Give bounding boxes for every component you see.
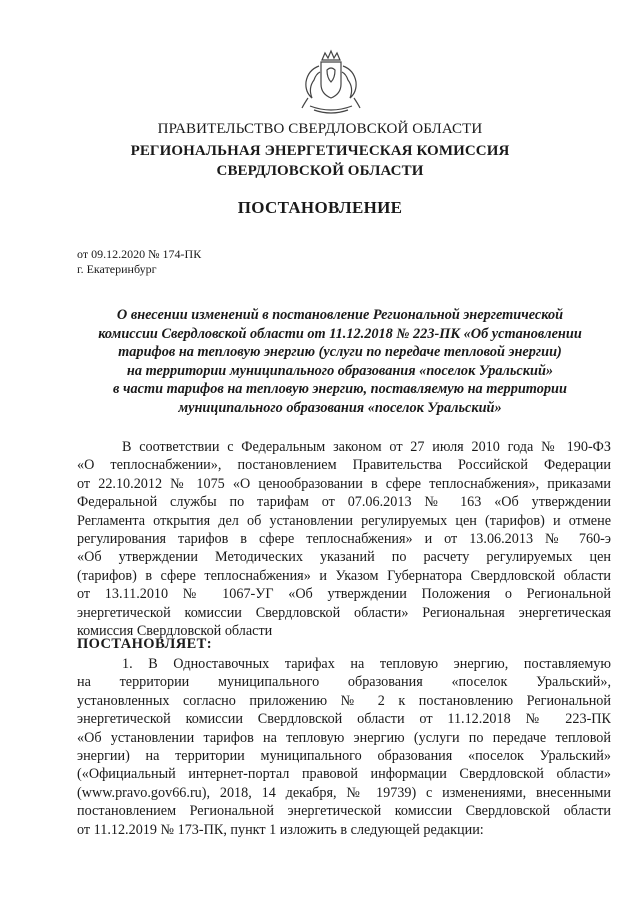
preamble-paragraph <box>77 438 611 640</box>
commission-name-line1: РЕГИОНАЛЬНАЯ ЭНЕРГЕТИЧЕСКАЯ КОМИССИЯ <box>130 143 510 159</box>
subject-line: комиссии Свердловской области от 11.12.2018 № 223-ПК «Об установлении <box>98 325 582 342</box>
subject-line: на территории муниципального образования «поселок Уральский» <box>126 362 554 379</box>
text-line: регулирования тарифов в сфере теплоснабжения» и от 13.06.2013 № 760-э <box>77 530 611 547</box>
text-line: («Официальный интернет-портал правовой информации Свердловской области» <box>77 766 611 783</box>
text-line: постановлением Региональной энергетической комиссии Свердловской области <box>77 803 611 820</box>
text-line: энергетической комиссии Свердловской области от 11.12.2018 № 223-ПК <box>77 711 611 728</box>
text-line: (тарифов) в сфере теплоснабжения» и Указом Губернатора Свердловской области <box>77 567 611 584</box>
document-date-number: от 09.12.2020 № 174-ПК <box>77 247 202 261</box>
document-city: г. Екатеринбург <box>77 262 157 276</box>
text-line: «О теплоснабжении», постановлением Правительства Российской Федерации <box>77 457 611 474</box>
text-line: (www.pravo.gov66.ru), 2018, 14 декабря, № 19739) с изменениями, внесенными <box>77 784 611 801</box>
text-line: «Об установлении тарифов на тепловую энергию (услуги по передаче тепловой <box>77 729 611 746</box>
subject-line: О внесении изменений в постановление Региональной энергетической <box>116 307 564 323</box>
text-line: комиссия Свердловской области <box>77 622 273 639</box>
government-name: ПРАВИТЕЛЬСТВО СВЕРДЛОВСКОЙ ОБЛАСТИ <box>157 121 483 137</box>
text-line: от 13.11.2010 № 1067-УГ «Об утверждении Положения о Региональной <box>77 586 611 603</box>
text-line: Федеральной службы по тарифам от 07.06.2013 № 163 «Об утверждении <box>77 494 611 511</box>
commission-name-line2: СВЕРДЛОВСКОЙ ОБЛАСТИ <box>216 163 424 179</box>
subject-line: в части тарифов на тепловую энергию, поставляемую на территории <box>113 381 567 398</box>
subject-line: тарифов на тепловую энергию (услуги по передаче тепловой энергии) <box>118 344 562 361</box>
text-line: от 11.12.2019 № 173-ПК, пункт 1 изложить в следующей редакции: <box>77 821 484 838</box>
document-subject <box>70 306 610 418</box>
text-line: Регламента открытия дел об установлении регулируемых цен (тарифов) и отмене <box>77 512 611 529</box>
subject-line: муниципального образования «поселок Уральский» <box>178 399 502 416</box>
text-line: на территории муниципального образования «поселок Уральский», <box>77 674 611 691</box>
text-line: 1. В Одноставочных тарифах на тепловую энергию, поставляемую <box>122 656 611 672</box>
text-line: энергетической комиссии Свердловской области» Региональная энергетическая <box>77 604 611 621</box>
item-1-paragraph <box>77 655 611 839</box>
text-line: В соответствии с Федеральным законом от 27 июля 2010 года № 190-ФЗ <box>122 439 611 455</box>
coat-of-arms-icon <box>296 48 366 116</box>
resolve-heading: ПОСТАНОВЛЯЕТ: <box>77 636 212 652</box>
text-line: установленных согласно приложению № 2 к постановлению Региональной <box>77 692 611 709</box>
text-line: от 22.10.2012 № 1075 «О ценообразовании в сфере теплоснабжения», приказами <box>77 475 611 492</box>
document-title: ПОСТАНОВЛЕНИЕ <box>237 198 403 217</box>
text-line: энергии) на территории муниципального образования «поселок Уральский» <box>77 747 611 764</box>
text-line: «Об утверждении Методических указаний по расчету регулируемых цен <box>77 549 611 566</box>
